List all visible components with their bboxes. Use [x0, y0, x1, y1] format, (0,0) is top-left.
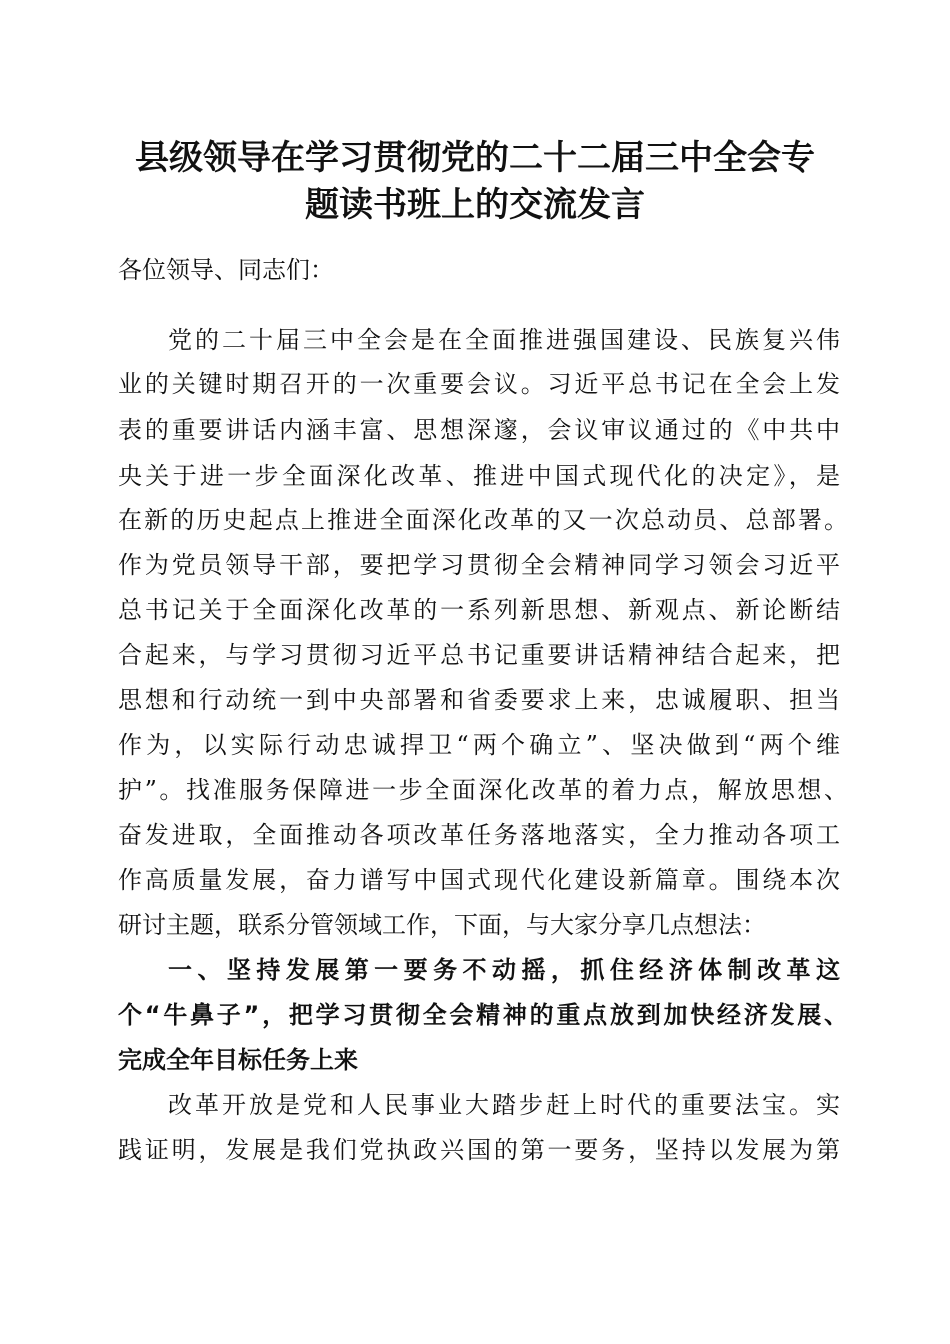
text-line: 在新的历史起点上推进全面深化改革的又一次总动员、总部署。: [118, 506, 848, 534]
text-line: 总书记关于全面深化改革的一系列新思想、新观点、新论断结: [118, 596, 840, 624]
heading-line: 一、坚持发展第一要务不动摇，抓住经济体制改革这: [168, 956, 840, 984]
salutation: 各位领导、同志们：: [118, 256, 334, 284]
text-line: 作高质量发展，奋力谱写中国式现代化建设新篇章。围绕本次: [118, 866, 840, 894]
text-line: 践证明，发展是我们党执政兴国的第一要务，坚持以发展为第: [118, 1136, 840, 1164]
text-line: 业的关键时期召开的一次重要会议。习近平总书记在全会上发: [118, 370, 840, 398]
text-line: 作为党员领导干部，要把学习贯彻全会精神同学习领会习近平: [118, 551, 840, 579]
document-title-line-2: 题读书班上的交流发言: [305, 185, 645, 225]
heading-line: 完成全年目标任务上来: [118, 1046, 358, 1074]
text-line: 合起来，与学习贯彻习近平总书记重要讲话精神结合起来，把: [118, 641, 840, 669]
text-line: 研讨主题，联系分管领域工作，下面，与大家分享几点想法：: [118, 911, 766, 939]
text-line: 奋发进取，全面推动各项改革任务落地落实，全力推动各项工: [118, 821, 840, 849]
text-line: 党的二十届三中全会是在全面推进强国建设、民族复兴伟: [168, 326, 840, 354]
text-line: 思想和行动统一到中央部署和省委要求上来，忠诚履职、担当: [118, 686, 840, 714]
heading-line: 个“牛鼻子”，把学习贯彻全会精神的重点放到加快经济发展、: [118, 1001, 848, 1029]
document-title-line-1: 县级领导在学习贯彻党的二十二届三中全会专: [135, 138, 815, 178]
text-line: 护”。找准服务保障进一步全面深化改革的着力点，解放思想、: [118, 776, 848, 804]
text-line: 作为，以实际行动忠诚捍卫“两个确立”、坚决做到“两个维: [118, 731, 840, 759]
text-line: 央关于进一步全面深化改革、推进中国式现代化的决定》，是: [118, 462, 840, 490]
text-line: 表的重要讲话内涵丰富、思想深邃，会议审议通过的《中共中: [118, 416, 840, 444]
text-line: 改革开放是党和人民事业大踏步赶上时代的重要法宝。实: [168, 1091, 840, 1119]
